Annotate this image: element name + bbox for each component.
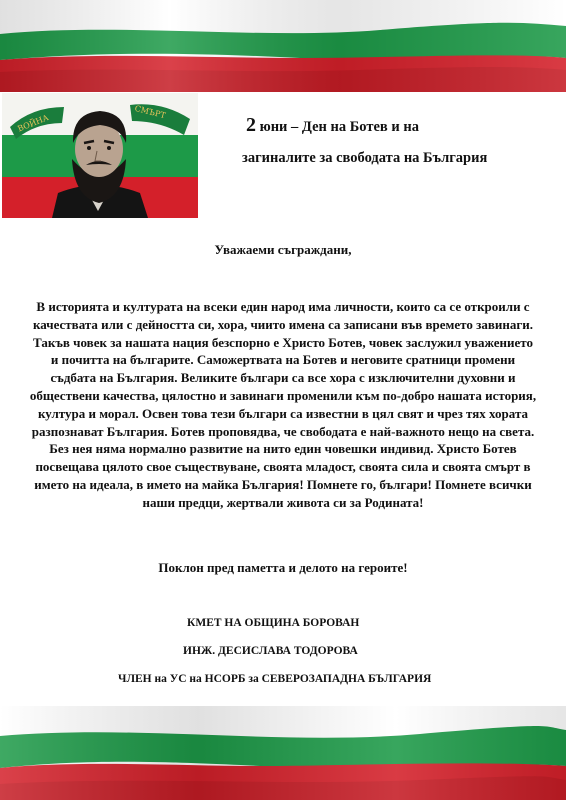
closing-line: Поклон пред паметта и делото на героите! xyxy=(158,560,408,575)
bottom-flag-banner xyxy=(0,706,566,800)
banner-right-text: СМЪРТ xyxy=(133,103,167,121)
greeting: Уважаеми съграждани, xyxy=(214,242,352,257)
page-subtitle: загиналите за свободата на България xyxy=(242,150,488,166)
signature-name: ИНЖ. ДЕСИСЛАВА ТОДОРОВА xyxy=(183,645,358,657)
address-body: В историята и културата на всеки един народ има личности, които са се откроили с качествата или с дейността си, хора, чиито имена са записани във времето завинаги. Такъв човек за нашата нация безспорно е Христо Ботев, човек заслужил уважението и почитта на българите. Саможертвата на Ботев и неговите сратници промени съдбата на България. Великите българи са все хора с изключителни духовни и обществени качества, цялостно и завинаги променили към по-добро нашата история, култура и морал. Освен това тези българи са известни в цял свят и чрез тях хората разпознават България. Ботев проповядва, че свободата е най-важното нещо на света. Без нея няма нормално развитие на нито един човешки индивид. Христо Ботев посвещава цялото свое съществуване, своята младост, своята сила и своята смърт в името на идеала, в името на майка България! Помнете го, българи! Помнете всички наши предци, жертвали живота си за Родината! xyxy=(29,299,537,510)
title-day: 2 xyxy=(246,114,256,136)
signature-title: КМЕТ НА ОБЩИНА БОРОВАН xyxy=(187,617,360,629)
banner-left-text: ВОЙНА xyxy=(16,112,50,134)
title-text: юни – Ден на Ботев и на xyxy=(256,119,419,135)
page-title xyxy=(246,114,419,137)
signature-position: ЧЛЕН на УС на НСОРБ за СЕВЕРОЗАПАДНА БЪЛГАРИЯ xyxy=(118,673,432,685)
botev-portrait xyxy=(2,93,198,218)
top-flag-banner xyxy=(0,0,566,92)
